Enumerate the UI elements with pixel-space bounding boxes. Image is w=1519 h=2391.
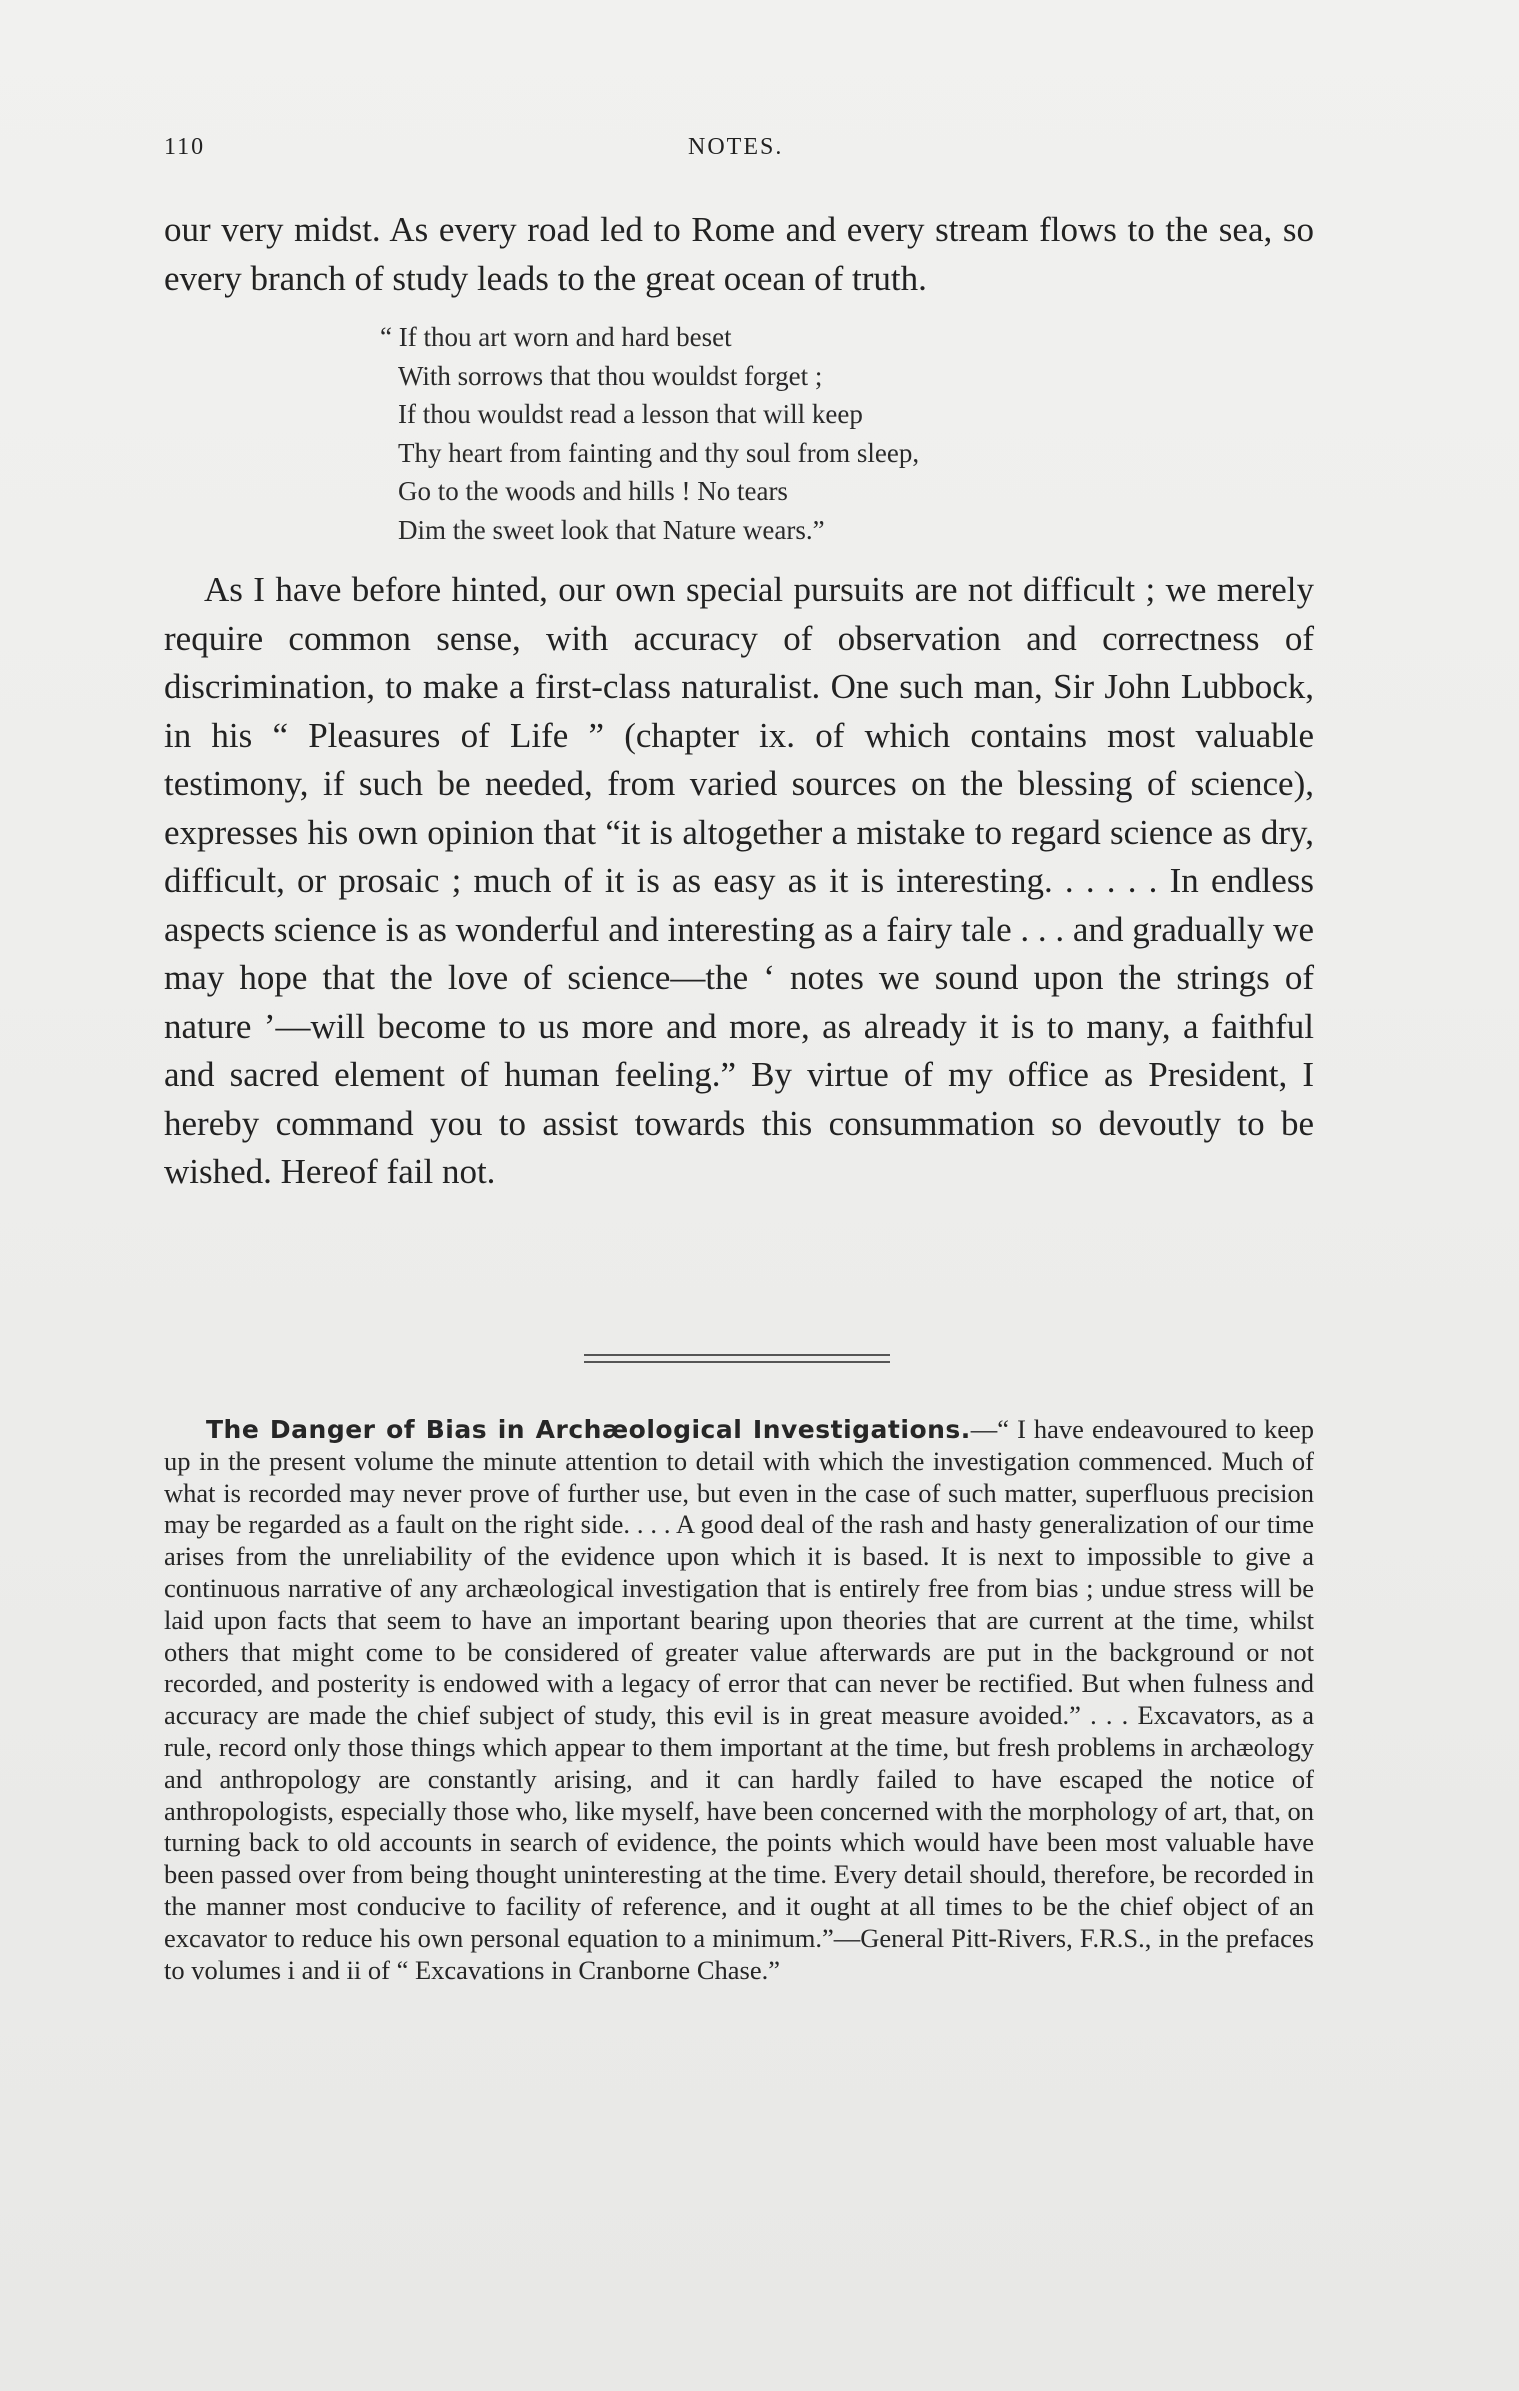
note-text: —“ I have endeavoured to keep up in the present volume the minute attention to detail with which the investigation commenced. Much of what is recorded may never prove of further use, but even in the case of such matter, superfluous precision may be regarded as a fault on the right side. . . . A good deal of the rash and hasty generalization of our time arises from the unreliability of the evidence upon which it is based. It is next to impossible to give a continuous narrative of any archæological investigation that is entirely free from bias ; undue stress will be laid upon facts that seem to have an important bearing upon theories that are current at the time, whilst others that might come to be considered of greater value afterwards are put in the background or not recorded, and posterity is endowed with a legacy of error that can never be rectified. But when fulness and accuracy are made the chief subject of study, this evil is in great measure avoided.” . . . Excavators, as a rule, record only those things which appear to them important at the time, but fresh problems in archæology and anthropology are constantly arising, and it can hardly failed to have escaped the notice of anthropologists, especially those who, like myself, have been concerned with the morphology of art, that, on turning back to old accounts in search of evidence, the points which would have been most valuable have been passed over from being thought uninteresting at the time. Every detail should, therefore, be recorded in the manner most conducive to facility of reference, and it ought at all times to be the chief object of an excavator to reduce his own personal equation to a minimum.”—General Pitt-Rivers, F.R.S., in the prefaces to volumes i and ii of “ Excavations in Cranborne Chase.” [164, 1414, 1314, 1985]
verse-line: Go to the woods and hills ! No tears [398, 476, 788, 506]
note-heading: The Danger of Bias in Archæological Investigations. [206, 1415, 971, 1444]
verse-quotation [380, 318, 920, 549]
running-head [164, 134, 1314, 168]
opening-paragraph: our very midst. As every road led to Rome and every stream flows to the sea, so every branch of study leads to the great ocean of truth. [164, 210, 1314, 298]
verse-line: Dim the sweet look that Nature wears.” [398, 514, 825, 545]
section-divider [584, 1354, 890, 1363]
verse-line: “ If thou art worn and hard beset [380, 322, 732, 352]
verse-line: Thy heart from fainting and thy soul from sleep, [398, 437, 920, 468]
page-number: 110 [164, 134, 206, 160]
verse-line: With sorrows that thou wouldst forget ; [398, 360, 823, 391]
bias-note [164, 1414, 1314, 1986]
running-title: NOTES. [688, 134, 784, 160]
main-paragraph: As I have before hinted, our own special pursuits are not difficult ; we merely require common sense, with accuracy of observation and correctness of discrimination, to make a first-class naturalist. One such man, Sir John Lubbock, in his “ Pleasures of Life ” (chapter ix. of which contains most valuable testimony, if such be needed, from varied sources on the blessing of science), expresses his own opinion that “it is altogether a mistake to regard science as dry, difficult, or prosaic ; much of it is as easy as it is interesting. . . . . . In endless aspects science is as wonderful and interesting as a fairy tale . . . and gradually we may hope that the love of science—the ‘ notes we sound upon the strings of nature ’—will become to us more and more, as already it is to many, a faithful and sacred element of human feeling.” By virtue of my office as President, I hereby command you to assist towards this consummation so devoutly to be wished. Hereof fail not. [164, 570, 1314, 1191]
verse-line: If thou wouldst read a lesson that will keep [398, 399, 863, 429]
